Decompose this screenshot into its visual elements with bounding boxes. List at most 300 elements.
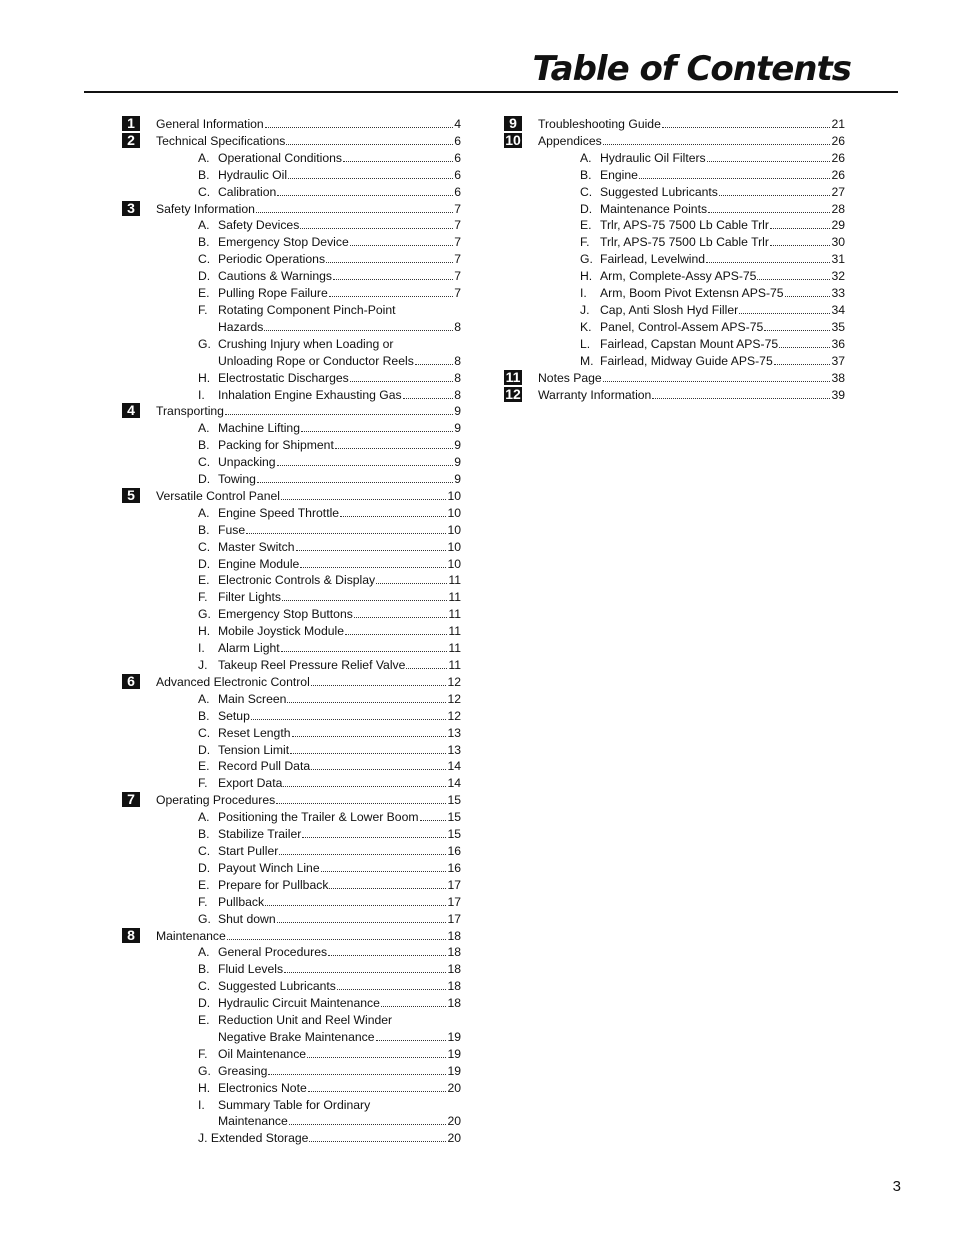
page-ref: 7: [454, 218, 461, 233]
subsection-title: Towing: [218, 472, 256, 487]
dot-leader: [639, 178, 830, 179]
toc-subsection[interactable]: [122, 572, 461, 589]
subsection-line: [504, 353, 845, 370]
toc-subsection[interactable]: [122, 1080, 461, 1097]
page-ref: 26: [831, 167, 845, 182]
toc-subsection[interactable]: [122, 894, 461, 911]
dot-leader: [406, 668, 447, 669]
subsection-title: Cautions & Warnings: [218, 269, 333, 284]
subsection-letter: H.: [580, 269, 593, 284]
subsection-title: Packing for Shipment: [218, 438, 334, 453]
page-ref: 9: [454, 404, 461, 419]
page-ref: 18: [447, 945, 461, 960]
page-ref: 6: [454, 184, 461, 199]
toc-section: [504, 133, 845, 150]
subsection-title: Export Data: [218, 776, 283, 791]
page-ref: 13: [447, 725, 461, 740]
dot-leader: [706, 262, 830, 263]
toc-entry[interactable]: [122, 792, 461, 809]
subsection-letter: E.: [198, 573, 210, 588]
page-ref: 16: [447, 843, 461, 858]
toc-subsection[interactable]: [504, 268, 845, 285]
page-ref: 11: [448, 573, 461, 588]
toc-subsection[interactable]: [122, 826, 461, 843]
dot-leader: [287, 702, 446, 703]
subsection-line: [122, 877, 461, 894]
subsection-letter: B.: [198, 235, 210, 250]
subsection-letter: C.: [198, 252, 211, 267]
toc-subsection[interactable]: [122, 471, 461, 488]
page-ref: 13: [447, 742, 461, 757]
subsection-title: Engine Module: [218, 556, 300, 571]
section-number-badge: 3: [122, 201, 140, 216]
dot-leader: [281, 499, 446, 500]
toc-subsection[interactable]: [122, 217, 461, 234]
subsection-letter: F.: [198, 302, 208, 317]
page-ref: 11: [448, 658, 461, 672]
subsection-line: [122, 978, 461, 995]
subsection-line: [504, 251, 845, 268]
dot-leader: [251, 719, 447, 720]
toc-subsection[interactable]: [122, 285, 461, 302]
dot-leader: [381, 1006, 447, 1007]
page-ref: 14: [447, 759, 461, 774]
toc-subsection[interactable]: [122, 167, 461, 184]
page-ref: 15: [447, 827, 461, 842]
toc-section: [122, 488, 461, 505]
subsection-title: Setup: [218, 708, 250, 723]
subsection-title: Takeup Reel Pressure Relief Valve: [218, 658, 406, 672]
subsection-title: Greasing: [218, 1063, 268, 1078]
page-ref: 11: [448, 641, 461, 656]
subsection-title: Fluid Levels: [218, 962, 284, 977]
subsection-letter: G.: [198, 607, 211, 622]
page-ref: 31: [831, 252, 845, 267]
subsection-letter: F.: [198, 894, 208, 909]
toc-subsection[interactable]: [122, 420, 461, 437]
toc-subsection[interactable]: [122, 1012, 461, 1046]
subsection-second-line: [122, 1029, 461, 1046]
dot-leader: [279, 854, 446, 855]
page-ref: 6: [454, 133, 461, 148]
subsection-letter: G.: [198, 911, 211, 926]
dot-leader: [350, 245, 453, 246]
dot-leader: [257, 482, 453, 483]
subsection-letter: H.: [198, 370, 211, 385]
subsection-line: [122, 691, 461, 708]
dot-leader: [770, 228, 831, 229]
subsection-title: Electronics Note: [218, 1080, 307, 1095]
subsection-title: Positioning the Trailer & Lower Boom: [218, 810, 419, 825]
toc-subsection[interactable]: [122, 640, 461, 657]
section-title: Maintenance: [156, 928, 226, 943]
toc-subsection[interactable]: [122, 606, 461, 623]
toc-column-left: [122, 116, 461, 1147]
toc-subsection[interactable]: [122, 589, 461, 606]
toc-subsection[interactable]: [504, 302, 845, 319]
toc-subsection[interactable]: [122, 1130, 461, 1147]
page-ref: 8: [454, 370, 461, 385]
subsection-line: [122, 234, 461, 251]
subsection-title: Engine: [600, 167, 638, 182]
toc-subsection[interactable]: [122, 911, 461, 928]
page-ref: 11: [448, 624, 461, 639]
toc-subsection[interactable]: [122, 691, 461, 708]
page-title: Table of Contents: [532, 49, 851, 89]
section-title: Troubleshooting Guide: [538, 117, 661, 131]
toc-subsection[interactable]: [122, 370, 461, 387]
section-number-badge: 9: [504, 116, 522, 131]
page-ref: 26: [831, 150, 845, 165]
subsection-line: [122, 437, 461, 454]
dot-leader: [286, 144, 453, 145]
toc-subsection[interactable]: [504, 251, 845, 268]
toc-subsection[interactable]: [122, 184, 461, 201]
section-number-badge: 2: [122, 133, 140, 148]
page-ref: 29: [831, 218, 845, 233]
toc-subsection[interactable]: [122, 978, 461, 995]
subsection-line: [122, 995, 461, 1012]
toc-subsection[interactable]: [122, 454, 461, 471]
section-number-badge: 12: [505, 385, 521, 402]
toc-subsection[interactable]: [504, 285, 845, 302]
toc-subsection[interactable]: [122, 1046, 461, 1063]
subsection-title: Oil Maintenance: [218, 1046, 307, 1061]
page-ref: 17: [447, 877, 461, 892]
subsection-letter: A.: [198, 505, 210, 520]
toc-subsection[interactable]: [122, 944, 461, 961]
dot-leader: [415, 364, 453, 365]
toc-subsection[interactable]: [122, 302, 461, 336]
toc-entry[interactable]: [504, 370, 845, 387]
toc-section: [122, 403, 461, 420]
toc-subsection[interactable]: [504, 217, 845, 234]
dot-leader: [265, 905, 446, 906]
page-ref: 12: [447, 691, 461, 706]
page-ref: 18: [447, 962, 461, 977]
subsection-letter: F.: [198, 1046, 208, 1061]
toc-entry[interactable]: [122, 403, 461, 420]
toc-section: [122, 116, 461, 133]
toc-subsection[interactable]: [122, 150, 461, 167]
subsection-title: Panel, Control-Assem APS-75: [600, 319, 764, 334]
page-ref: 39: [831, 387, 845, 402]
subsection-title: Safety Devices: [218, 218, 300, 233]
section-title: Advanced Electronic Control: [156, 674, 310, 689]
toc-subsection[interactable]: [504, 319, 845, 336]
subsection-title: Payout Winch Line: [218, 860, 320, 875]
toc-entry[interactable]: [122, 674, 461, 691]
subsection-letter: H.: [198, 1080, 211, 1095]
subsection-letter: A.: [580, 150, 592, 165]
subsection-line: [122, 742, 461, 759]
toc-subsection[interactable]: [504, 167, 845, 184]
toc-subsection[interactable]: [122, 623, 461, 640]
subsection-letter: D.: [198, 996, 211, 1011]
subsection-title: Fairlead, Midway Guide APS-75: [600, 353, 773, 368]
dot-leader: [284, 972, 446, 973]
subsection-letter: F.: [198, 776, 208, 791]
page-ref: 15: [447, 793, 461, 808]
page-number: 3: [892, 1178, 901, 1195]
toc-subsection[interactable]: [122, 995, 461, 1012]
dot-leader: [337, 989, 447, 990]
toc-subsection[interactable]: [504, 353, 845, 370]
dot-leader: [268, 1074, 446, 1075]
toc-section: [504, 370, 845, 387]
dot-leader: [277, 195, 453, 196]
toc-subsection[interactable]: [122, 556, 461, 573]
toc-subsection[interactable]: [504, 234, 845, 251]
page-ref: 15: [447, 810, 461, 825]
dot-leader: [281, 651, 448, 652]
page-ref: 7: [454, 269, 461, 284]
dot-leader: [276, 803, 446, 804]
subsection-line: [122, 725, 461, 742]
page-ref: 10: [447, 505, 461, 520]
subsection-line: [504, 184, 845, 201]
subsection-title: Reset Length: [218, 725, 291, 740]
page-ref: 9: [454, 421, 461, 436]
subsection-title: Electronic Controls & Display: [218, 573, 376, 588]
subsection-title: Hydraulic Circuit Maintenance: [218, 996, 380, 1011]
dot-leader: [719, 195, 831, 196]
page-ref: 6: [454, 167, 461, 182]
dot-leader: [764, 330, 830, 331]
page-ref: 17: [447, 911, 461, 926]
section-title: Transporting: [156, 404, 224, 419]
toc-subsection[interactable]: [122, 725, 461, 742]
subsection-title: Calibration: [218, 184, 277, 199]
subsection-line: [122, 894, 461, 911]
toc-subsection[interactable]: [122, 522, 461, 539]
page-ref: 7: [454, 235, 461, 250]
dot-leader: [603, 381, 831, 382]
subsection-line: [122, 420, 461, 437]
subsection-line: [122, 911, 461, 928]
subsection-letter: C.: [198, 539, 211, 554]
subsection-line: [122, 860, 461, 877]
subsection-line: [122, 758, 461, 775]
subsection-letter: B.: [198, 522, 210, 537]
page-ref: 27: [831, 184, 845, 199]
toc-subsection[interactable]: [504, 336, 845, 353]
toc-subsection[interactable]: [122, 758, 461, 775]
subsection-line: [122, 454, 461, 471]
page-ref: 10: [447, 522, 461, 537]
dot-leader: [290, 753, 446, 754]
subsection-title: Arm, Complete-Assy APS-75: [600, 269, 757, 284]
subsection-title: Prepare for Pullback: [218, 877, 329, 892]
toc-subsection[interactable]: [122, 742, 461, 759]
toc-subsection[interactable]: [122, 1063, 461, 1080]
subsection-letter: L.: [580, 336, 591, 351]
subsection-letter: E.: [198, 877, 210, 892]
dot-leader: [774, 364, 831, 365]
subsection-second-line: [122, 353, 461, 370]
page-ref: 10: [447, 539, 461, 554]
toc-subsection[interactable]: [122, 539, 461, 556]
toc-subsection[interactable]: [122, 268, 461, 285]
subsection-line: [504, 150, 845, 167]
section-number-badge: 4: [122, 403, 140, 418]
subsection-letter: A.: [198, 691, 210, 706]
dot-leader: [309, 1141, 446, 1142]
subsection-letter: J.: [198, 658, 208, 672]
subsection-title: Emergency Stop Buttons: [218, 607, 353, 622]
page-ref: 38: [831, 370, 845, 385]
subsection-title: Master Switch: [218, 539, 295, 554]
dot-leader: [296, 550, 447, 551]
dot-leader: [420, 820, 447, 821]
subsection-line: [122, 1130, 461, 1147]
section-title: Warranty Information: [538, 387, 652, 402]
dot-leader: [277, 922, 447, 923]
page-ref: 18: [447, 979, 461, 994]
subsection-line: [122, 471, 461, 488]
dot-leader: [707, 161, 831, 162]
section-number-badge: 10: [505, 131, 521, 148]
page-ref: 12: [447, 708, 461, 723]
subsection-line: [122, 1046, 461, 1063]
section-title: Versatile Control Panel: [156, 488, 280, 503]
subsection-title: J. Extended Storage: [198, 1131, 309, 1146]
toc-section: [504, 116, 845, 133]
toc-subsection[interactable]: [122, 1097, 461, 1131]
toc-subsection[interactable]: [122, 775, 461, 792]
toc-subsection[interactable]: [504, 184, 845, 201]
toc-subsection[interactable]: [122, 877, 461, 894]
subsection-title: Alarm Light: [218, 641, 280, 656]
toc-subsection[interactable]: [122, 387, 461, 404]
toc-subsection[interactable]: [122, 234, 461, 251]
dot-leader: [739, 313, 830, 314]
subsection-title: Hydraulic Oil Filters: [600, 150, 706, 165]
subsection-title: Pulling Rope Failure: [218, 286, 328, 301]
page-ref: 14: [447, 776, 461, 791]
dot-leader: [292, 736, 447, 737]
toc-subsection[interactable]: [122, 251, 461, 268]
dot-leader: [321, 871, 447, 872]
page-ref: 8: [454, 353, 461, 368]
subsection-line: [122, 775, 461, 792]
dot-leader: [662, 127, 831, 128]
toc-subsection[interactable]: [504, 150, 845, 167]
toc-subsection[interactable]: [122, 843, 461, 860]
page-ref: 35: [831, 319, 845, 334]
subsection-letter: A.: [198, 218, 210, 233]
dot-leader: [329, 888, 446, 889]
toc-entry[interactable]: [122, 116, 461, 133]
section-title: Notes Page: [538, 370, 602, 385]
subsection-letter: A.: [198, 945, 210, 960]
subsection-title: Shut down: [218, 911, 276, 926]
subsection-line: [122, 556, 461, 573]
toc-entry[interactable]: [122, 133, 461, 150]
subsection-line: [122, 1063, 461, 1080]
section-title: Operating Procedures: [156, 793, 276, 808]
subsection-line: [122, 268, 461, 285]
subsection-letter: E.: [198, 759, 210, 774]
subsection-first-line: [122, 336, 461, 353]
subsection-title: Engine Speed Throttle: [218, 505, 340, 520]
subsection-letter: G.: [580, 252, 593, 267]
subsection-letter: B.: [198, 962, 210, 977]
subsection-line: [122, 826, 461, 843]
page-ref: 19: [447, 1063, 461, 1078]
subsection-line: [122, 251, 461, 268]
subsection-line: [122, 640, 461, 657]
dot-leader: [246, 533, 446, 534]
subsection-title: Fairlead, Capstan Mount APS-75: [600, 336, 779, 351]
toc-entry[interactable]: [122, 928, 461, 945]
section-title: General Information: [156, 117, 264, 131]
page-ref: 33: [831, 286, 845, 301]
subsection-letter: A.: [198, 810, 210, 825]
subsection-letter: B.: [198, 708, 210, 723]
dot-leader: [311, 685, 447, 686]
subsection-title: Main Screen: [218, 691, 287, 706]
subsection-first-line: [122, 1012, 461, 1029]
page-ref: 4: [454, 117, 461, 131]
dot-leader: [283, 786, 446, 787]
toc-section: [122, 792, 461, 809]
subsection-title: General Procedures: [218, 945, 328, 960]
page-ref: 20: [447, 1114, 461, 1129]
toc-subsection[interactable]: [504, 201, 845, 218]
subsection-line: [122, 387, 461, 404]
dot-leader: [289, 1124, 447, 1125]
toc-subsection[interactable]: [122, 809, 461, 826]
page-ref: 7: [454, 286, 461, 301]
subsection-letter: D.: [198, 742, 211, 757]
subsection-line: [122, 657, 461, 674]
toc-subsection[interactable]: [122, 336, 461, 370]
subsection-line: [122, 184, 461, 201]
subsection-title: Unpacking: [218, 455, 276, 470]
toc-subsection[interactable]: [122, 961, 461, 978]
page-ref: 7: [454, 201, 461, 216]
subsection-title: Fairlead, Levelwind: [600, 252, 706, 267]
toc-entry[interactable]: [504, 387, 845, 404]
toc-subsection[interactable]: [122, 657, 461, 674]
subsection-title: Suggested Lubricants: [600, 184, 718, 199]
toc-entry[interactable]: [504, 133, 845, 150]
toc-entry[interactable]: [122, 201, 461, 218]
toc-subsection[interactable]: [122, 708, 461, 725]
toc-subsection[interactable]: [122, 437, 461, 454]
page-ref: 11: [448, 607, 461, 622]
subsection-title-cont: Hazards: [218, 319, 264, 334]
toc-subsection[interactable]: [122, 505, 461, 522]
subsection-title: Reduction Unit and Reel Winder: [218, 1013, 393, 1028]
subsection-letter: C.: [198, 843, 211, 858]
page-ref: 26: [831, 133, 845, 148]
subsection-line: [122, 606, 461, 623]
toc-entry[interactable]: [504, 116, 845, 133]
subsection-line: [122, 370, 461, 387]
toc-section: [122, 674, 461, 691]
toc-entry[interactable]: [122, 488, 461, 505]
subsection-line: [122, 572, 461, 589]
dot-leader: [282, 600, 447, 601]
subsection-letter: H.: [198, 624, 211, 639]
subsection-title: Summary Table for Ordinary: [218, 1097, 371, 1112]
page-ref: 11: [448, 590, 461, 605]
subsection-title-cont: Maintenance: [218, 1114, 288, 1129]
page-ref: 34: [831, 302, 845, 317]
toc-subsection[interactable]: [122, 860, 461, 877]
